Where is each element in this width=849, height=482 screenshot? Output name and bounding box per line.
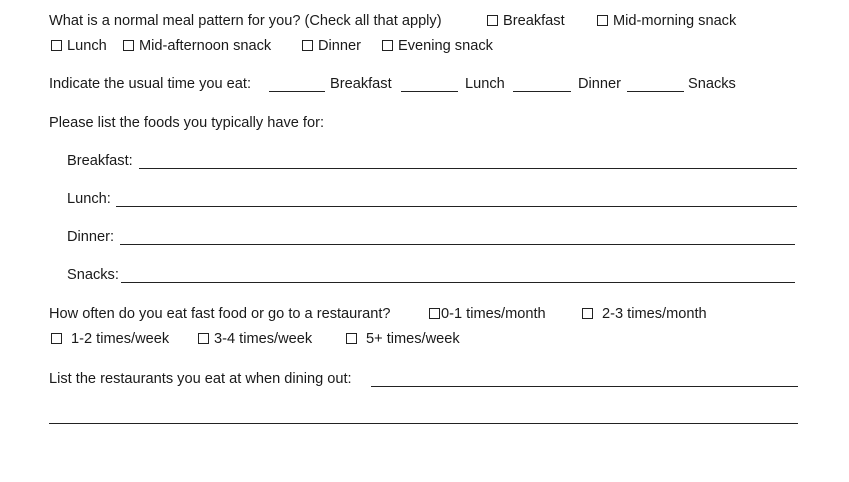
- foods-dinner-label: Dinner:: [67, 229, 115, 245]
- option-1-2-times-week-label: 1-2 times/week: [71, 331, 170, 347]
- option-1-2-times-week[interactable]: [51, 330, 169, 348]
- usual-time-snacks-label: Snacks: [688, 76, 736, 92]
- restaurants-prompt: List the restaurants you eat at when dining out:: [49, 371, 352, 387]
- time-blank-snacks[interactable]: [627, 91, 684, 92]
- foods-prompt: Please list the foods you typically have for:: [49, 115, 324, 131]
- option-evening-snack[interactable]: [382, 37, 493, 55]
- usual-time-dinner-label: Dinner: [578, 76, 621, 92]
- usual-time-prompt: Indicate the usual time you eat:: [49, 76, 252, 92]
- fast-food-question: How often do you eat fast food or go to a restaurant?: [49, 306, 391, 322]
- foods-snacks-label: Snacks:: [67, 267, 119, 283]
- foods-lunch-label: Lunch:: [67, 191, 111, 207]
- option-lunch[interactable]: [51, 37, 107, 55]
- usual-time-lunch-label: Lunch: [465, 76, 505, 92]
- foods-breakfast-label: Breakfast:: [67, 153, 133, 169]
- restaurants-line-2[interactable]: [49, 423, 798, 424]
- foods-breakfast-line[interactable]: [139, 168, 797, 169]
- checkbox-dinner[interactable]: [302, 40, 313, 51]
- option-0-1-times-month-label: 0-1 times/month: [441, 306, 546, 322]
- option-mid-morning-snack[interactable]: [597, 12, 736, 30]
- option-0-1-times-month[interactable]: [429, 305, 546, 323]
- option-evening-snack-label: Evening snack: [398, 38, 493, 54]
- option-lunch-label: Lunch: [67, 38, 107, 54]
- option-mid-afternoon-snack[interactable]: [123, 37, 271, 55]
- foods-lunch-line[interactable]: [116, 206, 797, 207]
- usual-time-breakfast-label: Breakfast: [330, 76, 392, 92]
- checkbox-2-3-times-month[interactable]: [582, 308, 593, 319]
- time-blank-dinner[interactable]: [513, 91, 571, 92]
- option-dinner-label: Dinner: [318, 38, 361, 54]
- restaurants-line-1[interactable]: [371, 386, 798, 387]
- checkbox-5-plus-times-week[interactable]: [346, 333, 357, 344]
- checkbox-0-1-times-month[interactable]: [429, 308, 440, 319]
- time-blank-lunch[interactable]: [401, 91, 458, 92]
- option-2-3-times-month[interactable]: [582, 305, 707, 323]
- checkbox-3-4-times-week[interactable]: [198, 333, 209, 344]
- option-mid-morning-snack-label: Mid-morning snack: [613, 13, 737, 29]
- checkbox-mid-afternoon-snack[interactable]: [123, 40, 134, 51]
- checkbox-evening-snack[interactable]: [382, 40, 393, 51]
- option-2-3-times-month-label: 2-3 times/month: [602, 306, 707, 322]
- time-blank-breakfast[interactable]: [269, 91, 325, 92]
- option-3-4-times-week[interactable]: [198, 330, 312, 348]
- option-5-plus-times-week[interactable]: [346, 330, 460, 348]
- option-breakfast-label: Breakfast: [503, 13, 565, 29]
- checkbox-lunch[interactable]: [51, 40, 62, 51]
- foods-snacks-line[interactable]: [121, 282, 795, 283]
- checkbox-breakfast[interactable]: [487, 15, 498, 26]
- option-5-plus-times-week-label: 5+ times/week: [366, 331, 460, 347]
- option-3-4-times-week-label: 3-4 times/week: [214, 331, 313, 347]
- checkbox-1-2-times-week[interactable]: [51, 333, 62, 344]
- option-mid-afternoon-snack-label: Mid-afternoon snack: [139, 38, 272, 54]
- checkbox-mid-morning-snack[interactable]: [597, 15, 608, 26]
- meal-pattern-question: What is a normal meal pattern for you? (Check all that apply): [49, 13, 442, 29]
- option-breakfast[interactable]: [487, 12, 565, 30]
- option-dinner[interactable]: [302, 37, 361, 55]
- foods-dinner-line[interactable]: [120, 244, 795, 245]
